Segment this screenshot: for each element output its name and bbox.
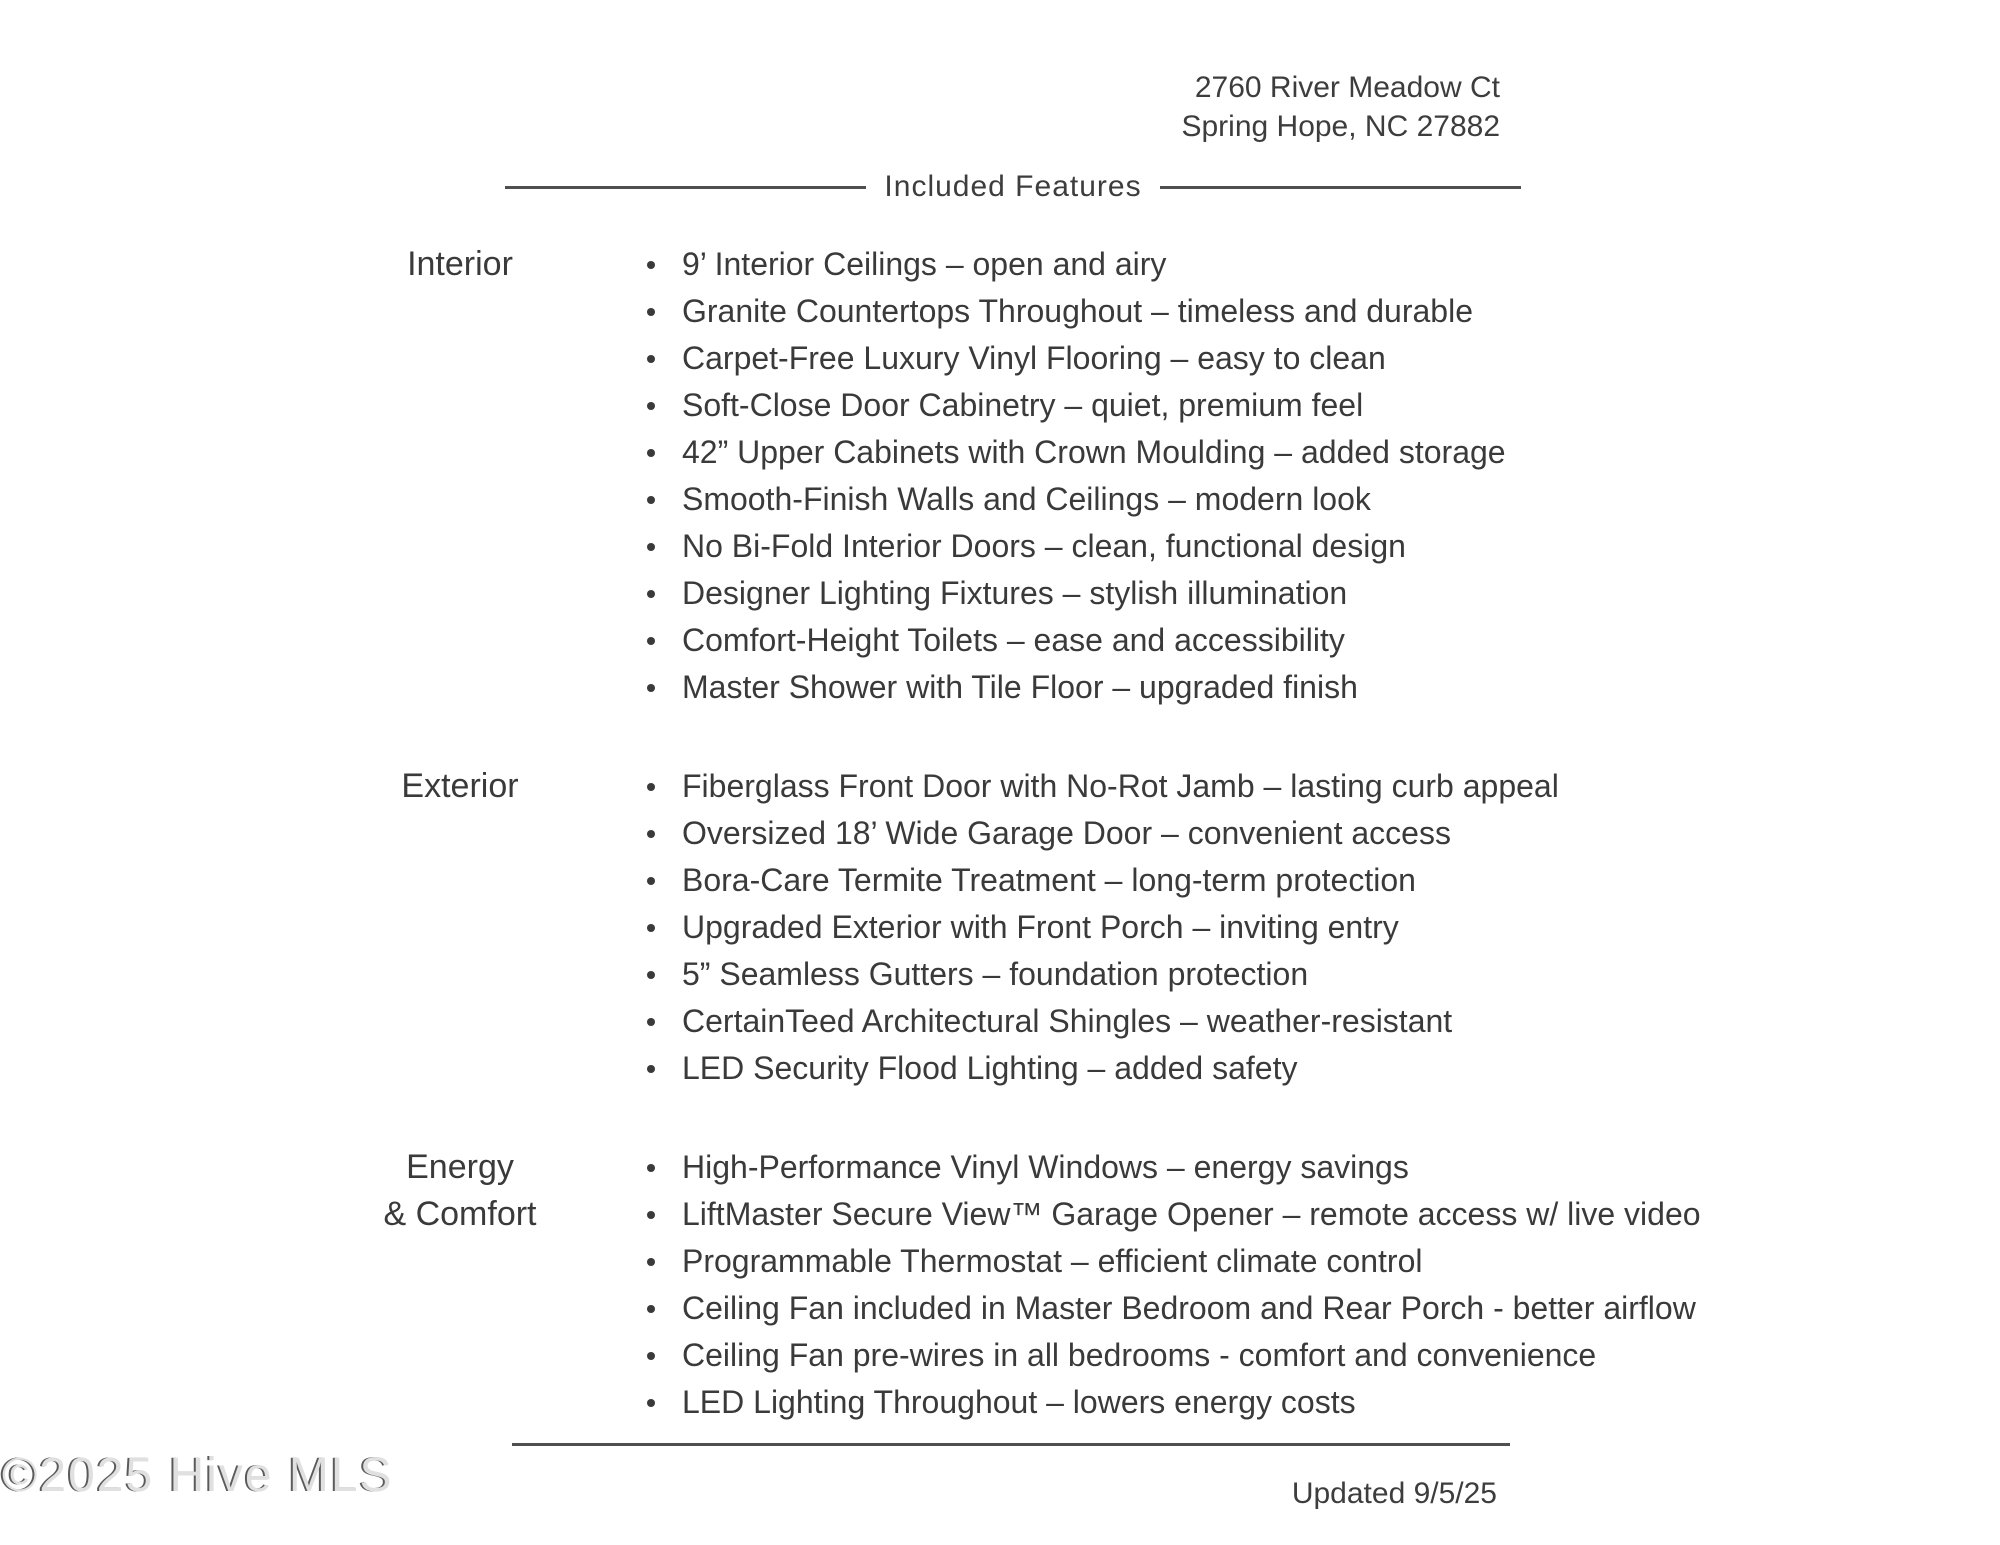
feature-item: 42” Upper Cabinets with Crown Moulding – added storage [647,429,1506,476]
feature-item: Designer Lighting Fixtures – stylish illumination [647,570,1506,617]
updated-date: Updated 9/5/25 [1291,1477,1497,1510]
feature-item: Upgraded Exterior with Front Porch – inviting entry [647,904,1559,951]
section-label-line: Interior [407,245,513,283]
interior-feature-list [647,241,1506,711]
section-label-line: Exterior [401,767,519,805]
feature-item: Master Shower with Tile Floor – upgraded finish [647,664,1506,711]
feature-item: Bora-Care Termite Treatment – long-term protection [647,857,1559,904]
feature-item: Smooth-Finish Walls and Ceilings – modern look [647,476,1506,523]
feature-item: 5” Seamless Gutters – foundation protection [647,951,1559,998]
feature-item: Fiberglass Front Door with No-Rot Jamb – lasting curb appeal [647,763,1559,810]
address-line-1: 2760 River Meadow Ct [1194,71,1500,104]
title-rule-left [505,186,866,189]
exterior-feature-list [647,763,1559,1092]
feature-item: Ceiling Fan pre-wires in all bedrooms - comfort and convenience [647,1332,1701,1379]
energy-comfort-feature-list [647,1144,1701,1426]
feature-item: Comfort-Height Toilets – ease and accessibility [647,617,1506,664]
feature-item: LED Security Flood Lighting – added safety [647,1045,1559,1092]
feature-item: LiftMaster Secure View™ Garage Opener – remote access w/ live video [647,1191,1701,1238]
mls-watermark: ©2025 Hive MLS [2,1449,394,1502]
feature-item: Oversized 18’ Wide Garage Door – convenient access [647,810,1559,857]
feature-item: LED Lighting Throughout – lowers energy costs [647,1379,1701,1426]
title-rule-right [1160,186,1521,189]
feature-item: High-Performance Vinyl Windows – energy savings [647,1144,1701,1191]
feature-item: CertainTeed Architectural Shingles – weather-resistant [647,998,1559,1045]
section-label-line: & Comfort [383,1195,537,1233]
feature-item: Soft-Close Door Cabinetry – quiet, premium feel [647,382,1506,429]
footer-rule [512,1443,1510,1446]
feature-item: Ceiling Fan included in Master Bedroom and Rear Porch - better airflow [647,1285,1701,1332]
address-line-2: Spring Hope, NC 27882 [1181,110,1500,143]
title-row [505,168,1521,206]
section-label-interior [320,241,600,288]
section-label-line: Energy [406,1148,514,1186]
property-address [1181,68,1500,146]
section-label-energy-comfort [320,1144,600,1238]
feature-item: 9’ Interior Ceilings – open and airy [647,241,1506,288]
section-label-exterior [320,763,600,810]
feature-item: Programmable Thermostat – efficient climate control [647,1238,1701,1285]
feature-item: No Bi-Fold Interior Doors – clean, functional design [647,523,1506,570]
feature-item: Carpet-Free Luxury Vinyl Flooring – easy to clean [647,335,1506,382]
page-title: Included Features [884,170,1142,203]
feature-item: Granite Countertops Throughout – timeless and durable [647,288,1506,335]
